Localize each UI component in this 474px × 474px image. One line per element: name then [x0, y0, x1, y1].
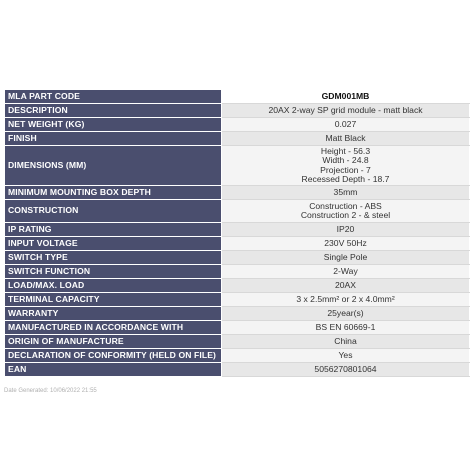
- spec-label: INPUT VOLTAGE: [5, 237, 222, 251]
- spec-value-cell: [222, 279, 470, 293]
- spec-value-cell: [222, 104, 470, 118]
- spec-label: SWITCH TYPE: [5, 251, 222, 265]
- spec-value: 20AX 2-way SP grid module - matt black: [268, 104, 423, 115]
- spec-value-cell: [222, 132, 470, 146]
- spec-label: WARRANTY: [5, 307, 222, 321]
- spec-value-cell: [222, 237, 470, 251]
- spec-label: CONSTRUCTION: [5, 200, 222, 223]
- spec-label: MINIMUM MOUNTING BOX DEPTH: [5, 186, 222, 200]
- spec-value: GDM001MB: [321, 90, 370, 101]
- product-spec-table: [4, 89, 470, 377]
- spec-value: Single Pole: [323, 251, 368, 262]
- spec-value: IP20: [336, 223, 355, 234]
- spec-label: SWITCH FUNCTION: [5, 265, 222, 279]
- spec-label: LOAD/MAX. LOAD: [5, 279, 222, 293]
- spec-value-cell: [222, 90, 470, 104]
- spec-row: [5, 237, 470, 251]
- spec-label: FINISH: [5, 132, 222, 146]
- spec-value: China: [334, 335, 357, 346]
- spec-value-cell: [222, 186, 470, 200]
- spec-label: NET WEIGHT (KG): [5, 118, 222, 132]
- spec-value: 0.027: [334, 118, 357, 129]
- spec-row: [5, 265, 470, 279]
- spec-value-cell: [222, 349, 470, 363]
- spec-value: Recessed Depth - 18.7: [301, 173, 390, 184]
- spec-label: MLA PART CODE: [5, 90, 222, 104]
- spec-label: DECLARATION OF CONFORMITY (HELD ON FILE): [5, 349, 222, 363]
- generated-date-footnote: Date Generated: 10/06/2022 21:55: [4, 388, 97, 394]
- spec-label: MANUFACTURED IN ACCORDANCE WITH: [5, 321, 222, 335]
- spec-value: Construction - ABS: [309, 200, 382, 211]
- spec-row: [5, 335, 470, 349]
- spec-row: [5, 118, 470, 132]
- spec-label: ORIGIN OF MANUFACTURE: [5, 335, 222, 349]
- spec-value-cell: [222, 293, 470, 307]
- spec-table-body: [5, 90, 470, 377]
- spec-row: [5, 279, 470, 293]
- spec-label: DESCRIPTION: [5, 104, 222, 118]
- spec-row: [5, 200, 470, 223]
- spec-value: 3 x 2.5mm² or 2 x 4.0mm²: [296, 293, 395, 304]
- spec-value: Yes: [338, 349, 353, 360]
- spec-row: [5, 223, 470, 237]
- spec-value-cell: [222, 146, 470, 186]
- spec-label: DIMENSIONS (MM): [5, 146, 222, 186]
- spec-value-cell: [222, 251, 470, 265]
- spec-value: 2-Way: [333, 265, 358, 276]
- spec-value: Matt Black: [325, 132, 366, 143]
- spec-value-cell: [222, 321, 470, 335]
- spec-value-cell: [222, 307, 470, 321]
- spec-row: [5, 293, 470, 307]
- spec-value: BS EN 60669-1: [315, 321, 376, 332]
- spec-label: TERMINAL CAPACITY: [5, 293, 222, 307]
- spec-value-cell: [222, 200, 470, 223]
- spec-row: [5, 251, 470, 265]
- spec-label: EAN: [5, 363, 222, 377]
- spec-value: 35mm: [333, 186, 358, 197]
- spec-row: [5, 186, 470, 200]
- spec-row: [5, 363, 470, 377]
- spec-row: [5, 321, 470, 335]
- spec-value-cell: [222, 118, 470, 132]
- spec-value: 20AX: [334, 279, 357, 290]
- spec-value-cell: [222, 223, 470, 237]
- spec-value: Height - 56.3: [320, 145, 371, 156]
- spec-value: 25year(s): [327, 307, 364, 318]
- spec-value: 5056270801064: [314, 363, 377, 374]
- spec-value: Projection - 7: [320, 164, 371, 175]
- spec-row: [5, 146, 470, 186]
- spec-row: [5, 90, 470, 104]
- spec-label: IP RATING: [5, 223, 222, 237]
- spec-value: Width - 24.8: [322, 155, 369, 166]
- spec-row: [5, 307, 470, 321]
- spec-row: [5, 349, 470, 363]
- spec-row: [5, 104, 470, 118]
- spec-value-cell: [222, 335, 470, 349]
- spec-value: 230V 50Hz: [324, 237, 367, 248]
- spec-value: Construction 2 - & steel: [300, 210, 391, 220]
- spec-value-cell: [222, 363, 470, 377]
- spec-value-cell: [222, 265, 470, 279]
- spec-row: [5, 132, 470, 146]
